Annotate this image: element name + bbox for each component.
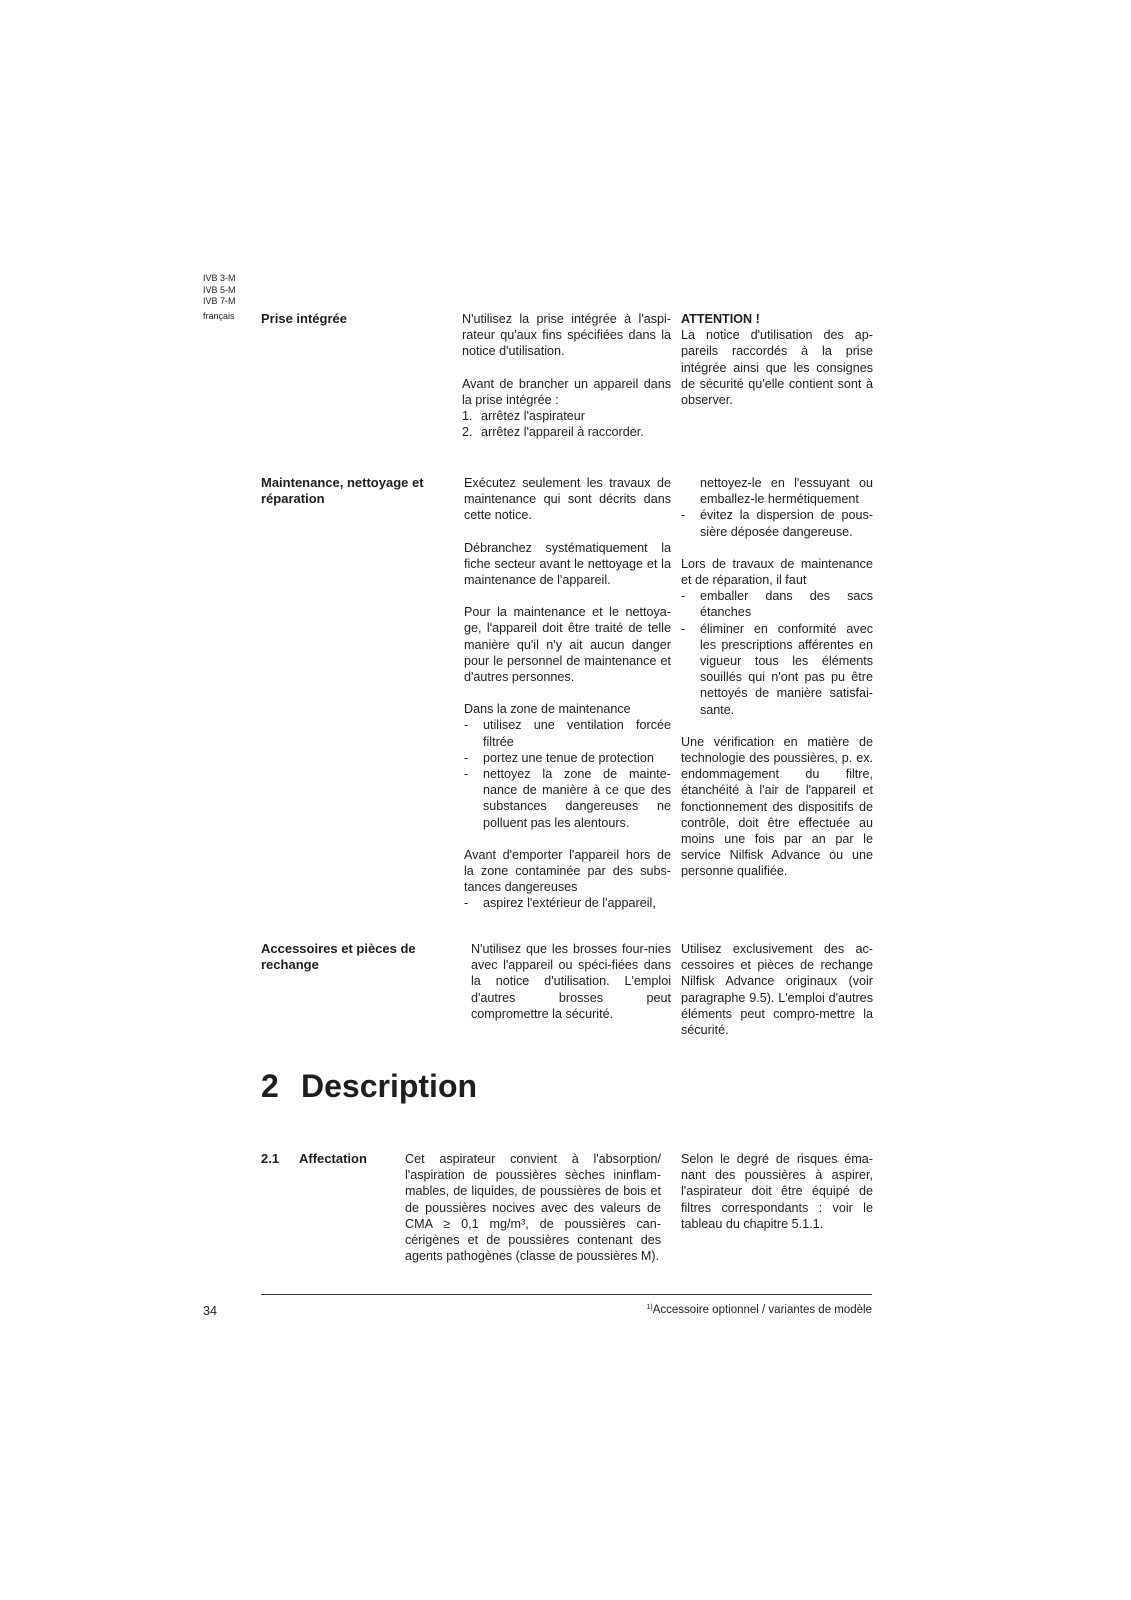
list-item: - emballer dans des sacs étanches — [681, 589, 873, 620]
list-text: portez une tenue de protection — [483, 750, 654, 765]
accessoires-col1 — [471, 941, 671, 1022]
paragraph: N'utilisez que les brosses four-nies avec l'appareil ou spéci-fiées dans la notice d'utilisation. L'emploi d'autres brosses peut compromettre la sécurité. — [471, 942, 671, 1021]
section-title-accessoires: Accessoires et pièces de rechange — [261, 941, 416, 972]
list-text: arrêtez l'aspirateur — [481, 409, 585, 424]
section-title-prise: Prise intégrée — [261, 311, 347, 326]
paragraph: Avant de brancher un appareil dans la prise intégrée : — [462, 376, 671, 407]
maintenance-col1 — [464, 475, 671, 912]
list-marker: 1. — [462, 409, 473, 424]
list-text: évitez la dispersion de pous-sière déposée dangereuse. — [700, 508, 873, 539]
paragraph: Débranchez systématiquement la fiche secteur avant le nettoyage et la maintenance de l'appareil. — [464, 540, 671, 588]
footnote-marker: 1) — [646, 1304, 653, 1311]
list-text: utilisez une ventilation forcée filtrée — [483, 718, 671, 749]
footnote-text: Accessoire optionnel / variantes de modèle — [652, 1304, 872, 1316]
paragraph: Lors de travaux de maintenance et de réparation, il faut — [681, 556, 873, 588]
list-marker: 2. — [462, 425, 473, 440]
attention-label: ATTENTION ! — [681, 312, 760, 326]
paragraph: nettoyez-le en l'essuyant ou emballez-le hermétiquement — [700, 476, 873, 507]
list-item: - évitez la dispersion de pous-sière déposée dangereuse. — [681, 508, 873, 539]
maintenance-col2 — [681, 475, 873, 880]
list-item: - portez une tenue de protection — [464, 750, 671, 766]
paragraph: Cet aspirateur convient à l'absorption/ l'aspiration de poussières sèches ininflam-mables, de liquides, de poussières de bois et de poussières nocives avec des valeurs de CMA ≥ 0,1 mg/m³, de poussières can-cérigènes et de poussières contenant des agents pathogènes (classe de poussières M). — [405, 1152, 661, 1264]
affectation-col2 — [681, 1151, 873, 1232]
list-item: - utilisez une ventilation forcée filtrée — [464, 718, 671, 749]
chapter-number: 2 — [261, 1068, 279, 1104]
footer-rule — [261, 1294, 872, 1295]
paragraph: Exécutez seulement les travaux de maintenance qui sont décrits dans cette notice. — [464, 476, 671, 523]
chapter-heading — [261, 1066, 477, 1106]
prise-col1 — [462, 311, 671, 440]
language-label: français — [203, 311, 235, 321]
subsection-title: Affectation — [299, 1151, 367, 1166]
list-text: aspirez l'extérieur de l'appareil, — [483, 896, 656, 911]
prise-col2 — [681, 311, 873, 408]
paragraph: Dans la zone de maintenance — [464, 702, 631, 717]
paragraph: Selon le degré de risques éma-nant des poussières à aspirer, l'aspirateur doit être équipé de filtres correspondants : voir le tableau du chapitre 5.1.1. — [681, 1152, 873, 1231]
model-name: IVB 7-M — [203, 296, 236, 306]
paragraph: Pour la maintenance et le nettoya-ge, l'appareil doit être traité de telle manière qu'il n'y ait aucun danger pour le personnel de maintenance et d'autres personnes. — [464, 605, 671, 685]
model-name: IVB 3-M — [203, 273, 236, 283]
list-text: nettoyez la zone de mainte-nance de manière à ce que des substances dangereuses ne polluent pas les alentours. — [483, 767, 671, 830]
list-item — [462, 408, 671, 424]
chapter-title: Description — [301, 1068, 478, 1104]
list-item: - aspirez l'extérieur de l'appareil, — [464, 895, 671, 911]
paragraph: Avant d'emporter l'appareil hors de la zone contaminée par des subs-tances dangereuses — [464, 847, 671, 895]
paragraph: La notice d'utilisation des ap-pareils raccordés à la prise intégrée ainsi que les consignes de sécurité qu'elle contient sont à observer. — [681, 328, 873, 408]
accessoires-col2 — [681, 941, 873, 1038]
list-item: - éliminer en conformité avec les prescriptions afférentes en vigueur tous les éléments souillés qui n'ont pas pu être nettoyés de manière satisfai-sante. — [681, 621, 873, 717]
paragraph: Une vérification en matière de technologie des poussières, p. ex. endommagement du filtre, étanchéité à l'air de l'appareil et fonctionnement des dispositifs de contrôle, doit être effectuée au moins une fois par an par le service Nilfisk Advance ou une personne qualifiée. — [681, 734, 873, 879]
paragraph: Utilisez exclusivement des ac-cessoires et pièces de rechange Nilfisk Advance originaux (voir paragraphe 9.5). L'emploi d'autres éléments peut compro-mettre la sécurité. — [681, 942, 873, 1038]
model-list — [203, 273, 236, 308]
footnote — [647, 1304, 873, 1316]
model-name: IVB 5-M — [203, 284, 236, 295]
list-item: - nettoyez la zone de mainte-nance de manière à ce que des substances dangereuses ne polluent pas les alentours. — [464, 767, 671, 830]
section-title-maintenance: Maintenance, nettoyage et réparation — [261, 475, 424, 506]
subsection-number: 2.1 — [261, 1151, 280, 1166]
list-item — [462, 424, 671, 440]
list-text: arrêtez l'appareil à raccorder. — [481, 425, 644, 440]
list-text: éliminer en conformité avec les prescriptions afférentes en vigueur tous les éléments souillés qui n'ont pas pu être nettoyés de manière satisfai-sante. — [700, 621, 873, 717]
list-text: emballer dans des sacs étanches — [700, 589, 873, 620]
affectation-col1 — [405, 1151, 661, 1264]
page-number: 34 — [203, 1304, 218, 1318]
paragraph: N'utilisez la prise intégrée à l'aspi-rateur qu'aux fins spécifiées dans la notice d'utilisation. — [462, 312, 671, 359]
